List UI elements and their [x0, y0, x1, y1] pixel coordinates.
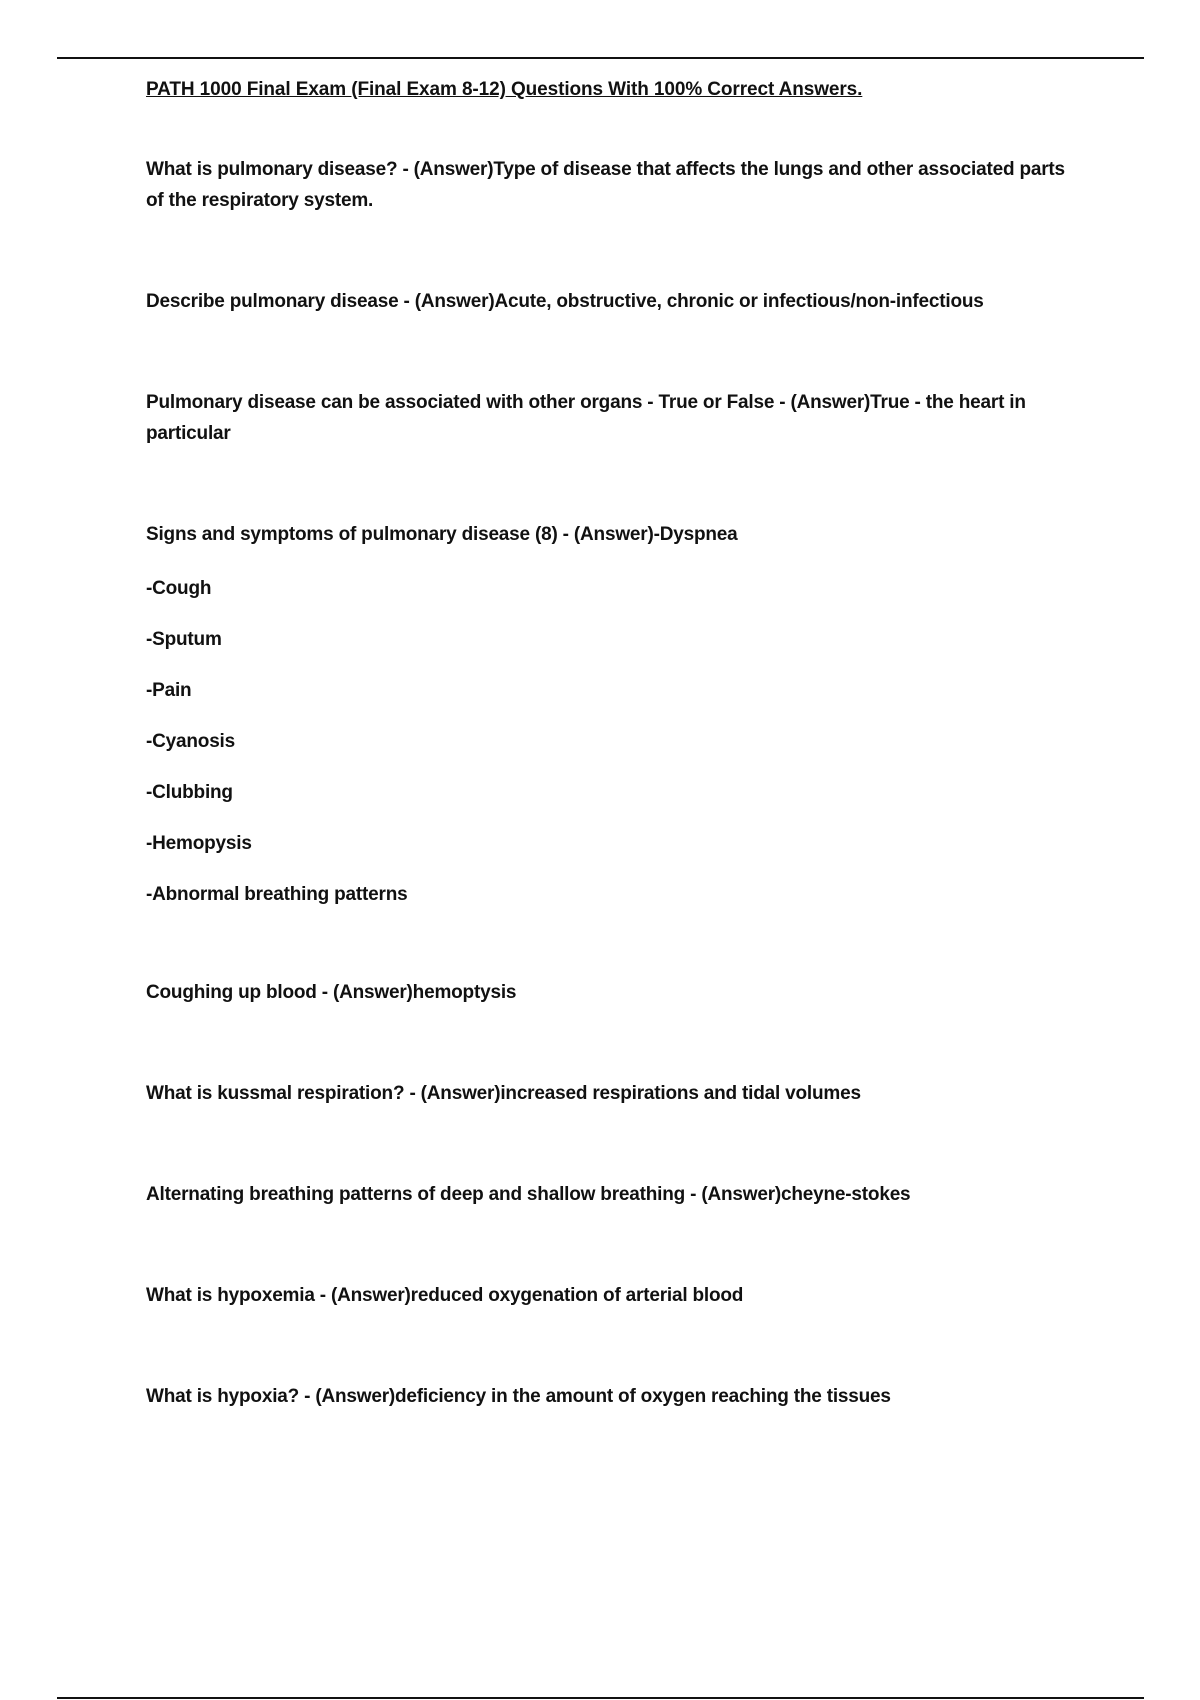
- symptom-list-item: -Abnormal breathing patterns: [146, 884, 408, 905]
- qa-entry-1: What is pulmonary disease? - (Answer)Type of disease that affects the lungs and other associated parts of the respiratory system.: [146, 159, 1065, 211]
- bottom-horizontal-rule: [57, 1697, 1144, 1699]
- symptom-list-item: -Sputum: [146, 629, 222, 650]
- symptom-list-item: -Clubbing: [146, 782, 233, 803]
- qa-entry-3: Pulmonary disease can be associated with other organs - True or False - (Answer)True - the heart in particular: [146, 392, 1026, 444]
- qa-entry-5: Coughing up blood - (Answer)hemoptysis: [146, 982, 517, 1003]
- symptom-list-item: -Cyanosis: [146, 731, 236, 752]
- top-horizontal-rule: [57, 57, 1144, 59]
- qa-entry-8: What is hypoxemia - (Answer)reduced oxygenation of arterial blood: [146, 1285, 744, 1306]
- symptom-list-item: -Cough: [146, 578, 212, 599]
- qa-entry-9: What is hypoxia? - (Answer)deficiency in the amount of oxygen reaching the tissues: [146, 1386, 891, 1407]
- qa-entry-7: Alternating breathing patterns of deep and shallow breathing - (Answer)cheyne-stokes: [146, 1184, 911, 1205]
- qa-entry-4: Signs and symptoms of pulmonary disease (8) - (Answer)-Dyspnea: [146, 524, 738, 545]
- qa-entry-6: What is kussmal respiration? - (Answer)increased respirations and tidal volumes: [146, 1083, 861, 1104]
- document-title: PATH 1000 Final Exam (Final Exam 8-12) Questions With 100% Correct Answers.: [146, 79, 863, 100]
- document-body: [146, 78, 1076, 1412]
- qa-entry-2: Describe pulmonary disease - (Answer)Acute, obstructive, chronic or infectious/non-infectious: [146, 291, 984, 312]
- symptom-list-item: -Hemopysis: [146, 833, 252, 854]
- symptom-list-item: -Pain: [146, 680, 192, 701]
